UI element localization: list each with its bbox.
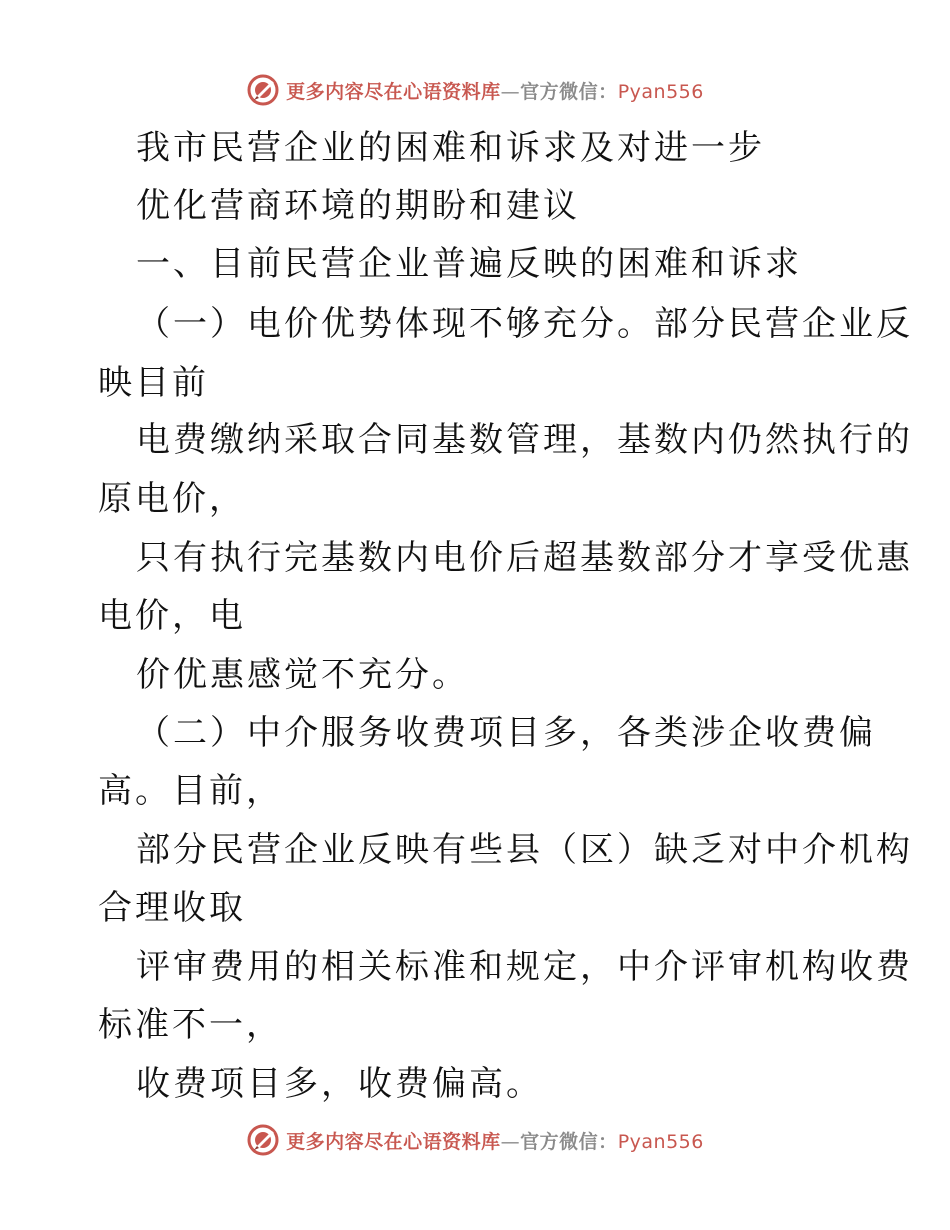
paragraph-line: 电价，电 xyxy=(98,596,246,636)
banner-official-text: 官方微信： xyxy=(520,80,618,103)
paragraph-line: 价优惠感觉不充分。 xyxy=(136,655,469,695)
paragraph-line: 标准不一， xyxy=(98,1005,283,1045)
section-heading: 一、目前民营企业普遍反映的困难和诉求 xyxy=(136,244,802,284)
paragraph-line: 部分民营企业反映有些县（区）缺乏对中介机构 xyxy=(136,830,913,870)
banner-separator: — xyxy=(500,1130,521,1153)
title-line-2: 优化营商环境的期盼和建议 xyxy=(136,186,580,226)
header-watermark xyxy=(0,68,950,112)
banner-handle: Pyan556 xyxy=(617,80,704,103)
paragraph-line: 电费缴纳采取合同基数管理，基数内仍然执行的 xyxy=(136,420,913,460)
paragraph-line: 评审费用的相关标准和规定，中介评审机构收费 xyxy=(136,947,913,987)
paragraph-line: （二）中介服务收费项目多，各类涉企收费偏 xyxy=(136,713,876,753)
title-line-1: 我市民营企业的困难和诉求及对进一步 xyxy=(136,128,765,168)
banner-site-text: 更多内容尽在心语资料库 xyxy=(286,1130,501,1153)
paragraph-line: 收费项目多，收费偏高。 xyxy=(136,1064,543,1104)
pen-logo-icon xyxy=(246,1123,280,1157)
banner-separator: — xyxy=(500,80,521,103)
paragraph-line: （一）电价优势体现不够充分。部分民营企业反 xyxy=(136,304,913,344)
paragraph-line: 映目前 xyxy=(98,363,209,403)
banner-site-text: 更多内容尽在心语资料库 xyxy=(286,80,501,103)
paragraph-line: 只有执行完基数内电价后超基数部分才享受优惠 xyxy=(136,538,913,578)
footer-watermark xyxy=(0,1118,950,1162)
paragraph-line: 原电价， xyxy=(98,479,246,519)
banner-official-text: 官方微信： xyxy=(520,1130,618,1153)
paragraph-line: 合理收取 xyxy=(98,888,246,928)
pen-logo-icon xyxy=(246,73,280,107)
paragraph-line: 高。目前， xyxy=(98,771,283,811)
banner-handle: Pyan556 xyxy=(617,1130,704,1153)
